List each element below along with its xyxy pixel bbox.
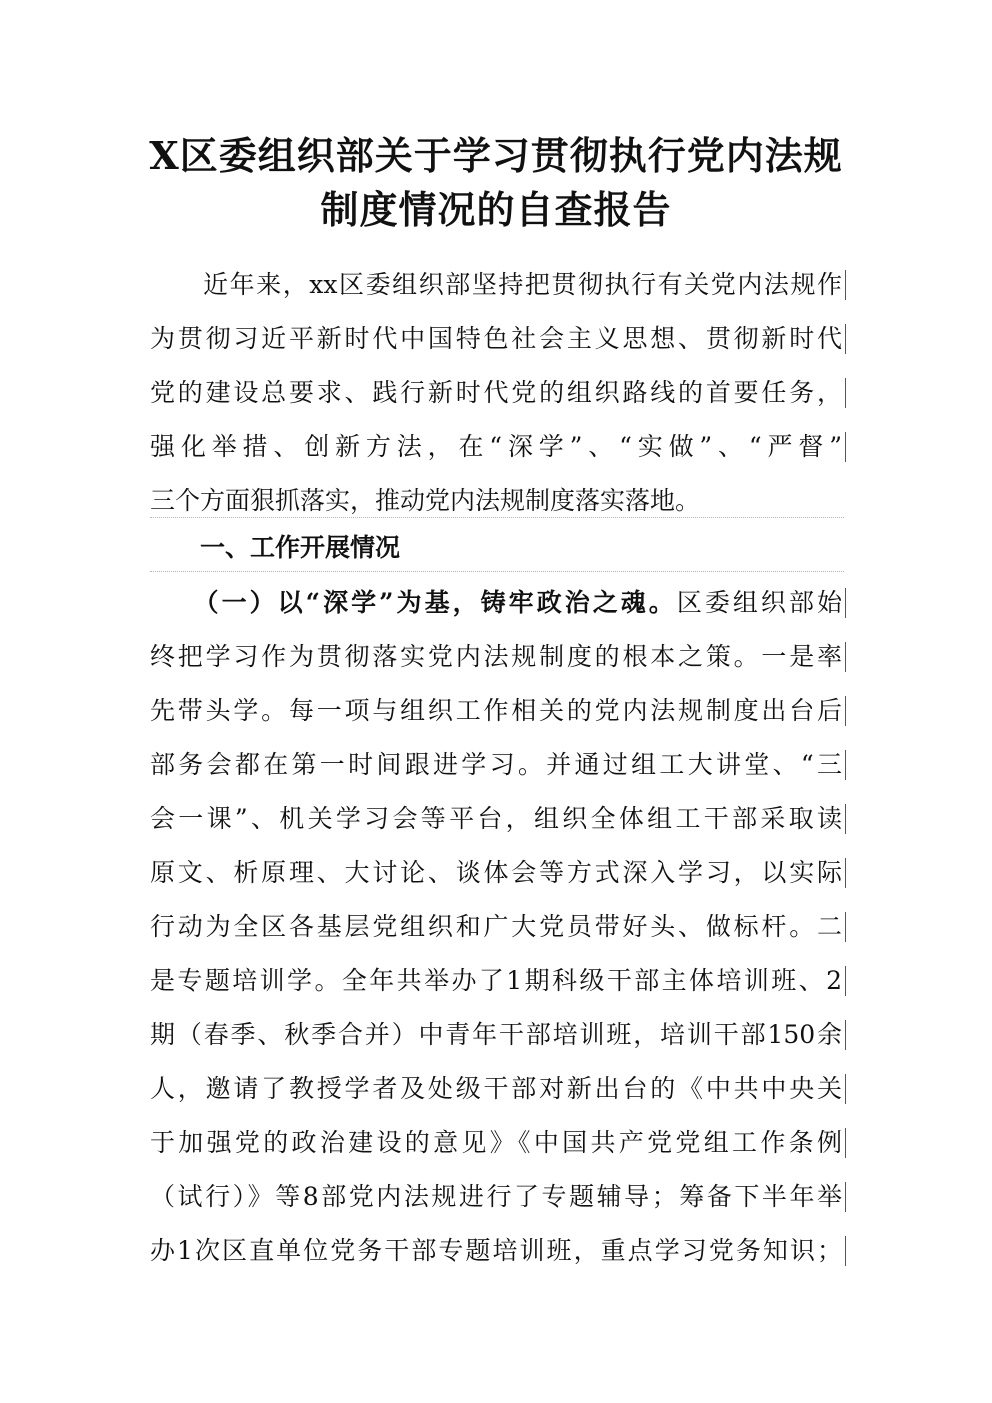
body-line: 人，邀请了教授学者及处级干部对新出台的《中共中央关 xyxy=(150,1074,842,1103)
document-title-line-1: X区委组织部关于学习贯彻执行党内法规 xyxy=(149,133,843,178)
body-line: 先带头学。每一项与组织工作相关的党内法规制度出台后 xyxy=(150,696,842,725)
subsection-text: 区委组织部始 xyxy=(676,588,842,617)
paragraph-separator xyxy=(150,571,844,572)
paragraph-separator xyxy=(150,517,844,518)
document-title-line-2: 制度情况的自查报告 xyxy=(320,187,672,232)
line-marker xyxy=(845,966,846,996)
line-marker xyxy=(845,270,846,300)
line-marker xyxy=(845,696,846,726)
body-line: 行动为全区各基层党组织和广大党员带好头、做标杆。二 xyxy=(150,912,842,941)
body-line: 于加强党的政治建设的意见》《中国共产党党组工作条例 xyxy=(150,1128,842,1157)
line-marker xyxy=(845,378,846,408)
line-marker xyxy=(845,324,846,354)
body-line: 原文、析原理、大讨论、谈体会等方式深入学习，以实际 xyxy=(150,858,842,887)
line-marker xyxy=(845,1128,846,1158)
line-marker xyxy=(845,804,846,834)
subsection-first-line xyxy=(150,587,842,619)
intro-line: 三个方面狠抓落实，推动党内法规制度落实落地。 xyxy=(150,486,701,515)
line-marker xyxy=(845,432,846,462)
section-heading: 一、工作开展情况 xyxy=(150,533,401,562)
intro-line: 党的建设总要求、践行新时代党的组织路线的首要任务， xyxy=(150,378,842,407)
line-marker xyxy=(845,858,846,888)
line-marker xyxy=(845,1236,846,1266)
body-line: 会一课”、机关学习会等平台，组织全体组工干部采取读 xyxy=(150,804,842,833)
body-line: 是专题培训学。全年共举办了1期科级干部主体培训班、2 xyxy=(150,966,842,995)
body-line: 期（春季、秋季合并）中青年干部培训班，培训干部150余 xyxy=(150,1020,842,1049)
line-marker xyxy=(845,750,846,780)
body-line: 办1次区直单位党务干部专题培训班，重点学习党务知识； xyxy=(150,1236,842,1265)
body-line: 终把学习作为贯彻落实党内法规制度的根本之策。一是率 xyxy=(150,642,842,671)
body-line: （试行）》等8部党内法规进行了专题辅导；筹备下半年举 xyxy=(150,1182,842,1211)
body-line: 部务会都在第一时间跟进学习。并通过组工大讲堂、“三 xyxy=(150,750,842,779)
intro-line: 为贯彻习近平新时代中国特色社会主义思想、贯彻新时代 xyxy=(150,324,842,353)
line-marker xyxy=(845,912,846,942)
line-marker xyxy=(845,1074,846,1104)
intro-line: 近年来，xx区委组织部坚持把贯彻执行有关党内法规作 xyxy=(150,270,842,299)
line-marker xyxy=(845,588,846,618)
line-marker xyxy=(845,1020,846,1050)
subsection-heading: （一）以“深学”为基，铸牢政治之魂。 xyxy=(150,588,677,617)
line-marker xyxy=(845,642,846,672)
line-marker xyxy=(845,1182,846,1212)
intro-line: 强化举措、创新方法，在“深学”、“实做”、“严督” xyxy=(150,432,842,461)
